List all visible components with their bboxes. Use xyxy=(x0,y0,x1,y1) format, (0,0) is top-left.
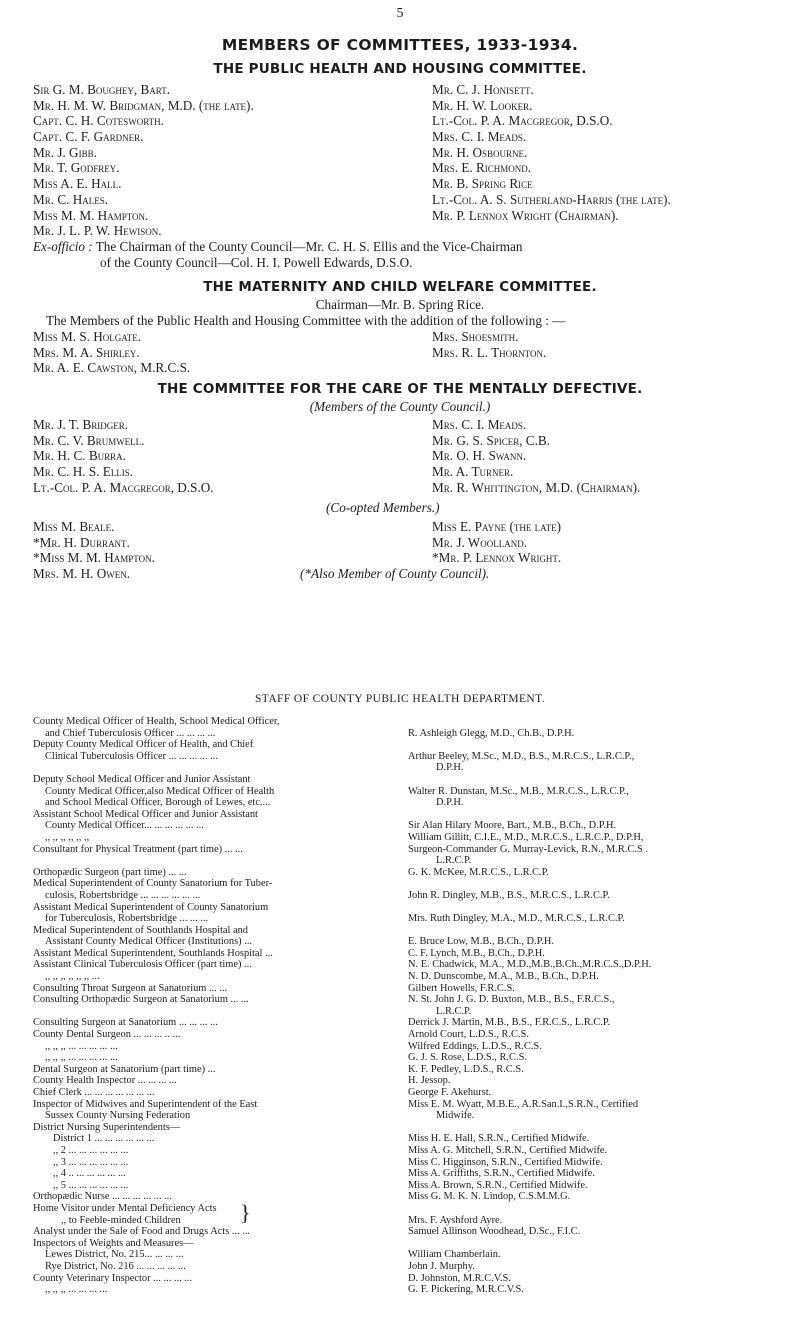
member-name: Mrs. Shoesmith. xyxy=(432,329,519,344)
member-name: Mrs. R. L. Thornton. xyxy=(432,344,547,360)
position-line: Medical Superintendent of Southlands Hospital and xyxy=(33,924,248,936)
member-name: Capt. C. F. Gardner. xyxy=(33,129,144,145)
staff-name-line xyxy=(408,809,800,821)
position-line: ,, ,, ,, ,, ,, ,, xyxy=(45,831,90,843)
member-name: Mr. J. Woolland. xyxy=(432,534,528,550)
staff-name-line: John R. Dingley, M.B., B.S., M.R.C.S., L.R.C.P. xyxy=(408,889,610,901)
member-name: *Miss M. M. Hampton. xyxy=(33,550,155,566)
staff-name-line: D.P.H. xyxy=(436,762,464,774)
staff-name-line: K. F. Pedley, L.D.S., R.C.S. xyxy=(408,1063,524,1075)
position-line: Assistant Medical Superintendent, Southlands Hospital ... xyxy=(33,947,273,959)
member-name: Sir G. M. Boughey, Bart. xyxy=(33,82,171,97)
position-line: and School Medical Officer, Borough of Lewes, etc.... xyxy=(45,797,271,809)
position-line: County Veterinary Inspector ... ... ... ... xyxy=(33,1272,193,1284)
member-name: Mr. C. J. Honisett. xyxy=(432,82,534,97)
member-name: Mr. C. Hales. xyxy=(33,191,109,207)
staff-name-line: Derrick J. Martin, M.B., B.S., F.R.C.S., L.R.C.P. xyxy=(408,1017,611,1029)
staff-name-line: C. F. Lynch, M.B., B.Ch., D.P.H. xyxy=(408,947,545,959)
ex-officio-line-2: of the County Council—Col. H. I. Powell Edwards, D.S.O. xyxy=(100,255,413,270)
also-member-note: (*Also Member of County Council). xyxy=(300,566,490,581)
member-name: Mrs. C. I. Meads. xyxy=(432,417,527,432)
member-name: Mr. A. E. Cawston, M.R.C.S. xyxy=(33,360,191,376)
position-line: Consultant for Physical Treatment (part time) ... ... xyxy=(33,843,243,855)
page-number: 5 xyxy=(396,6,404,21)
staff-name-line: L.R.C.P. xyxy=(436,1005,472,1017)
public-health-members-right xyxy=(432,82,671,223)
position-line: Medical Superintendent of County Sanatorium for Tuber- xyxy=(33,878,273,890)
member-name: Mr. P. Lennox Wright (Chairman). xyxy=(432,207,619,223)
member-name: Mr. J. L. P. W. Hewison. xyxy=(33,223,162,239)
maternity-heading: THE MATERNITY AND CHILD WELFARE COMMITTEE. xyxy=(203,279,597,295)
position-line: Assistant School Medical Officer and Junior Assistant xyxy=(33,808,258,820)
staff-name-line: Sir Alan Hilary Moore, Bart., M.B., B.Ch., D.P.H. xyxy=(408,820,617,832)
member-name: Mr. R. Whittington, M.D. (Chairman). xyxy=(432,479,641,495)
position-line: ,, 5 ... ... ... ... ... ... xyxy=(53,1179,129,1191)
position-line xyxy=(33,762,405,774)
position-line: Consulting Surgeon at Sanatorium ... ... ... ... xyxy=(33,1017,218,1029)
position-line: Orthopædic Nurse ... ... ... ... ... ... xyxy=(33,1191,172,1203)
maternity-members-right xyxy=(432,329,546,360)
coopted-members-right xyxy=(432,519,561,566)
member-name: Miss A. E. Hall. xyxy=(33,176,122,192)
staff-name-line: Gilbert Howells, F.R.C.S. xyxy=(408,982,515,994)
staff-name-line xyxy=(408,739,800,751)
member-name: Mr. T. Godfrey. xyxy=(33,160,120,176)
staff-name-line: N. St. John J. G. D. Buxton, M.B., B.S., F.R.C.S., xyxy=(408,994,615,1006)
member-name: Lt.-Col. A. S. Sutherland-Harris (the late). xyxy=(432,191,671,207)
staff-name-line: Arthur Beeley, M.Sc., M.D., B.S., M.R.C.S., L.R.C.P., xyxy=(408,750,635,762)
member-name: *Mr. P. Lennox Wright. xyxy=(432,550,562,566)
staff-name-line xyxy=(408,902,800,914)
staff-name-line: Midwife. xyxy=(436,1110,475,1122)
member-name: Mr. H. W. Looker. xyxy=(432,97,533,113)
staff-name-line: Wilfred Eddings, L.D.S., R.C.S. xyxy=(408,1040,542,1052)
member-name: *Mr. H. Durrant. xyxy=(33,534,130,550)
member-name: Mr. H. Osbourne. xyxy=(432,144,528,160)
member-name: Miss M. S. Holgate. xyxy=(33,329,142,344)
position-line: Sussex County Nursing Federation xyxy=(45,1110,191,1122)
public-health-members-left xyxy=(33,82,254,239)
position-line: Home Visitor under Mental Deficiency Acts xyxy=(33,1202,217,1214)
member-name: Mrs. M. H. Owen. xyxy=(33,566,131,582)
member-name: Miss M. M. Hampton. xyxy=(33,207,149,223)
position-line: County Medical Officer of Health, School Medical Officer, xyxy=(33,716,280,727)
mental-members-label: (Members of the County Council.) xyxy=(309,399,491,414)
member-name: Mr. J. Gibb. xyxy=(33,144,97,160)
position-line: ,, 3 ... ... ... ... ... ... xyxy=(53,1156,129,1168)
member-name: Mrs. E. Richmond. xyxy=(432,160,532,176)
position-line: County Health Inspector ... ... ... ... xyxy=(33,1075,177,1087)
member-name: Mr. G. S. Spicer, C.B. xyxy=(432,432,550,448)
public-health-heading: THE PUBLIC HEALTH AND HOUSING COMMITTEE. xyxy=(213,61,587,77)
position-line xyxy=(33,855,405,867)
staff-name-line: George F. Akehurst. xyxy=(408,1087,492,1098)
staff-heading: STAFF OF COUNTY PUBLIC HEALTH DEPARTMENT. xyxy=(255,693,545,705)
staff-name-line: William Gillitt, C.I.E., M.D., M.R.C.S., L.R.C.P., D.P.H, xyxy=(408,831,644,843)
position-line: ,, to Feeble-minded Children xyxy=(61,1214,181,1226)
member-name: Mr. C. H. S. Ellis. xyxy=(33,464,134,480)
ex-officio-text: The Chairman of the County Council—Mr. C. H. S. Ellis and the Vice-Chairman xyxy=(92,239,523,254)
staff-name-line: E. Bruce Low, M.B., B.Ch., D.P.H. xyxy=(408,936,554,948)
member-name: Mrs. M. A. Shirley. xyxy=(33,344,140,360)
position-line: Inspectors of Weights and Measures— xyxy=(33,1237,194,1249)
staff-name-line: Samuel Allinson Woodhead, D.Sc., F.I.C. xyxy=(408,1226,581,1238)
member-name: Miss M. Beale. xyxy=(33,519,115,534)
member-name: Miss E. Payne (the late) xyxy=(432,519,562,534)
mental-members-left xyxy=(33,417,214,495)
position-line: and Chief Tuberculosis Officer ... ... ... ... xyxy=(45,727,216,739)
staff-name-line: Miss H. E. Hall, S.R.N., Certified Midwife. xyxy=(408,1133,590,1145)
staff-name-line: H. Jessop. xyxy=(408,1075,451,1087)
member-name: Mr. J. T. Bridger. xyxy=(33,417,129,432)
staff-name-line xyxy=(408,1238,800,1250)
position-line: Clinical Tuberculosis Officer ... ... ... ... ... xyxy=(45,750,218,762)
staff-positions-column xyxy=(33,716,405,1296)
position-line: Chief Clerk ... ... ... ... ... ... ... xyxy=(33,1087,155,1098)
staff-name-line: Surgeon-Commander G. Murray-Levick, R.N., M.R.C.S . xyxy=(408,843,648,855)
mental-heading: THE COMMITTEE FOR THE CARE OF THE MENTALLY DEFECTIVE. xyxy=(157,381,643,397)
member-name: Mr. C. V. Brumwell. xyxy=(33,432,145,448)
staff-name-line: Miss C. Higginson, S.R.N., Certified Midwife. xyxy=(408,1156,603,1168)
staff-name-line xyxy=(408,878,800,890)
staff-name-line: N. D. Dunscombe, M.A., M.B., B.Ch., D.P.H. xyxy=(408,971,599,983)
staff-name-line: Walter R. Dunstan, M.Sc., M.B., M.R.C.S., L.R.C.P., xyxy=(408,785,629,797)
position-line: ,, ,, ,, ... ... ... ... ... xyxy=(45,1040,118,1052)
position-line: ,, 2 ... ... ... ... ... ... xyxy=(53,1144,129,1156)
staff-names-column xyxy=(408,716,800,1296)
member-name: Lt.-Col. P. A. Macgregor, D.S.O. xyxy=(33,479,214,495)
member-name: Mr. H. M. W. Bridgman, M.D. (the late). xyxy=(33,97,254,113)
position-line: District 1 ... ... ... ... ... ... xyxy=(53,1133,155,1145)
position-line: Analyst under the Sale of Food and Drugs Acts ... ... xyxy=(33,1226,251,1238)
position-line: ,, ,, ,, ... ... ... ... ... xyxy=(45,1052,118,1064)
staff-name-line: Miss A. G. Mitchell, S.R.N., Certified Midwife. xyxy=(408,1144,608,1156)
staff-name-line xyxy=(408,1122,800,1134)
member-name: Mrs. C. I. Meads. xyxy=(432,129,527,145)
staff-name-line xyxy=(408,925,800,937)
member-name: Mr. H. C. Burra. xyxy=(33,448,126,464)
staff-name-line: G. K. McKee, M.R.C.S., L.R.C.P. xyxy=(408,866,549,878)
mental-members-right xyxy=(432,417,640,495)
position-line: Inspector of Midwives and Superintendent of the East xyxy=(33,1098,258,1110)
staff-name-line: Miss E. M. Wyatt, M.B.E., A.R.San.I.,S.R.N., Certified xyxy=(408,1098,639,1110)
staff-name-line: Mrs. F. Ayshford Ayre. xyxy=(408,1214,503,1226)
brace-symbol: } xyxy=(240,1200,251,1225)
staff-name-line xyxy=(408,716,800,728)
position-line: County Dental Surgeon ... ... ... .. ... xyxy=(33,1029,181,1041)
ex-officio-line-1 xyxy=(33,239,523,255)
position-line: Consulting Orthopædic Surgeon at Sanatorium ... ... xyxy=(33,994,249,1006)
staff-name-line: G. J. S. Rose, L.D.S., R.C.S. xyxy=(408,1052,527,1064)
maternity-chairman: Chairman—Mr. B. Spring Rice. xyxy=(315,297,485,312)
position-line: for Tuberculosis, Robertsbridge ... ... ... xyxy=(45,913,209,925)
position-line: Orthopædic Surgeon (part time) ... ... xyxy=(33,866,187,878)
position-line: Deputy County Medical Officer of Health, and Chief xyxy=(33,739,254,751)
position-line: County Medical Officer,also Medical Officer of Health xyxy=(45,785,275,797)
position-line: ,, ,, ,, ,, ,, ,, ... xyxy=(45,971,100,983)
staff-name-line: G. F. Pickering, M.R.C.V.S. xyxy=(408,1284,524,1296)
member-name: Mr. B. Spring Rice xyxy=(432,176,533,192)
staff-name-line: L.R.C.P. xyxy=(436,855,472,867)
position-line: Assistant Clinical Tuberculosis Officer (part time) ... xyxy=(33,959,252,971)
staff-name-line xyxy=(408,1203,800,1215)
coopted-members-left xyxy=(33,519,155,582)
position-line: Lewes District, No. 215... ... ... ... xyxy=(45,1249,184,1261)
staff-name-line: Arnold Court, L.D.S., R.C.S. xyxy=(408,1029,529,1041)
member-name: Mr. O. H. Swann. xyxy=(432,448,527,464)
staff-name-line: Mrs. Ruth Dingley, M.A., M.D., M.R.C.S., L.R.C.P. xyxy=(408,913,625,925)
staff-name-line: Miss A. Griffiths, S.R.N., Certified Midwife. xyxy=(408,1168,595,1180)
position-line: Dental Surgeon at Sanatorium (part time) ... xyxy=(33,1063,216,1075)
page-title: MEMBERS OF COMMITTEES, 1933-1934. xyxy=(221,36,579,54)
staff-name-line: Miss G. M. K. N. Lindop, C.S.M.M.G. xyxy=(408,1191,571,1203)
member-name: Lt.-Col. P. A. Macgregor, D.S.O. xyxy=(432,113,613,129)
position-line: ,, ,, ,, ... ... ... ... xyxy=(45,1284,108,1296)
staff-name-line: D.P.H. xyxy=(436,797,464,809)
maternity-intro: The Members of the Public Health and Housing Committee with the addition of the following : — xyxy=(46,313,566,328)
position-line: Assistant Medical Superintendent of County Sanatorium xyxy=(33,901,269,913)
staff-name-line: D. Johnston, M.R.C.V.S. xyxy=(408,1272,511,1284)
position-line: Consulting Throat Surgeon at Sanatorium ... ... xyxy=(33,982,228,994)
staff-name-line: William Chamberlain. xyxy=(408,1249,501,1261)
staff-name-line: Miss A. Brown, S.R.N., Certified Midwife. xyxy=(408,1179,588,1191)
position-line: Rye District, No. 216 ... ... ... ... ... xyxy=(45,1260,186,1272)
position-line: Assistant County Medical Officer (Institutions) ... xyxy=(45,936,253,948)
staff-name-line: John J. Murphy. xyxy=(408,1260,475,1272)
staff-name-line: R. Ashleigh Glegg, M.D., Ch.B., D.P.H. xyxy=(408,727,575,739)
member-name: Mr. A. Turner. xyxy=(432,464,514,480)
maternity-members-left xyxy=(33,329,190,376)
position-line: County Medical Officer... ... ... ... ... ... xyxy=(45,820,204,832)
staff-name-line: N. E. Chadwick, M.A., M.D.,M.B.,B.Ch.,M.R.C.S.,D.P.H. xyxy=(408,959,652,971)
position-line: Deputy School Medical Officer and Junior Assistant xyxy=(33,773,251,785)
position-line: District Nursing Superintendents— xyxy=(33,1121,181,1133)
staff-name-line xyxy=(408,774,800,786)
coopted-label: (Co-opted Members.) xyxy=(326,500,440,515)
position-line xyxy=(33,1006,405,1018)
position-line: culosis, Robertsbridge ... ... ... ... ... ... xyxy=(45,889,201,901)
position-line: ,, 4 .. ... ... ... ... ... xyxy=(53,1168,126,1180)
ex-officio-label: Ex-officio : xyxy=(33,239,93,254)
member-name: Capt. C. H. Cotesworth. xyxy=(33,113,164,129)
